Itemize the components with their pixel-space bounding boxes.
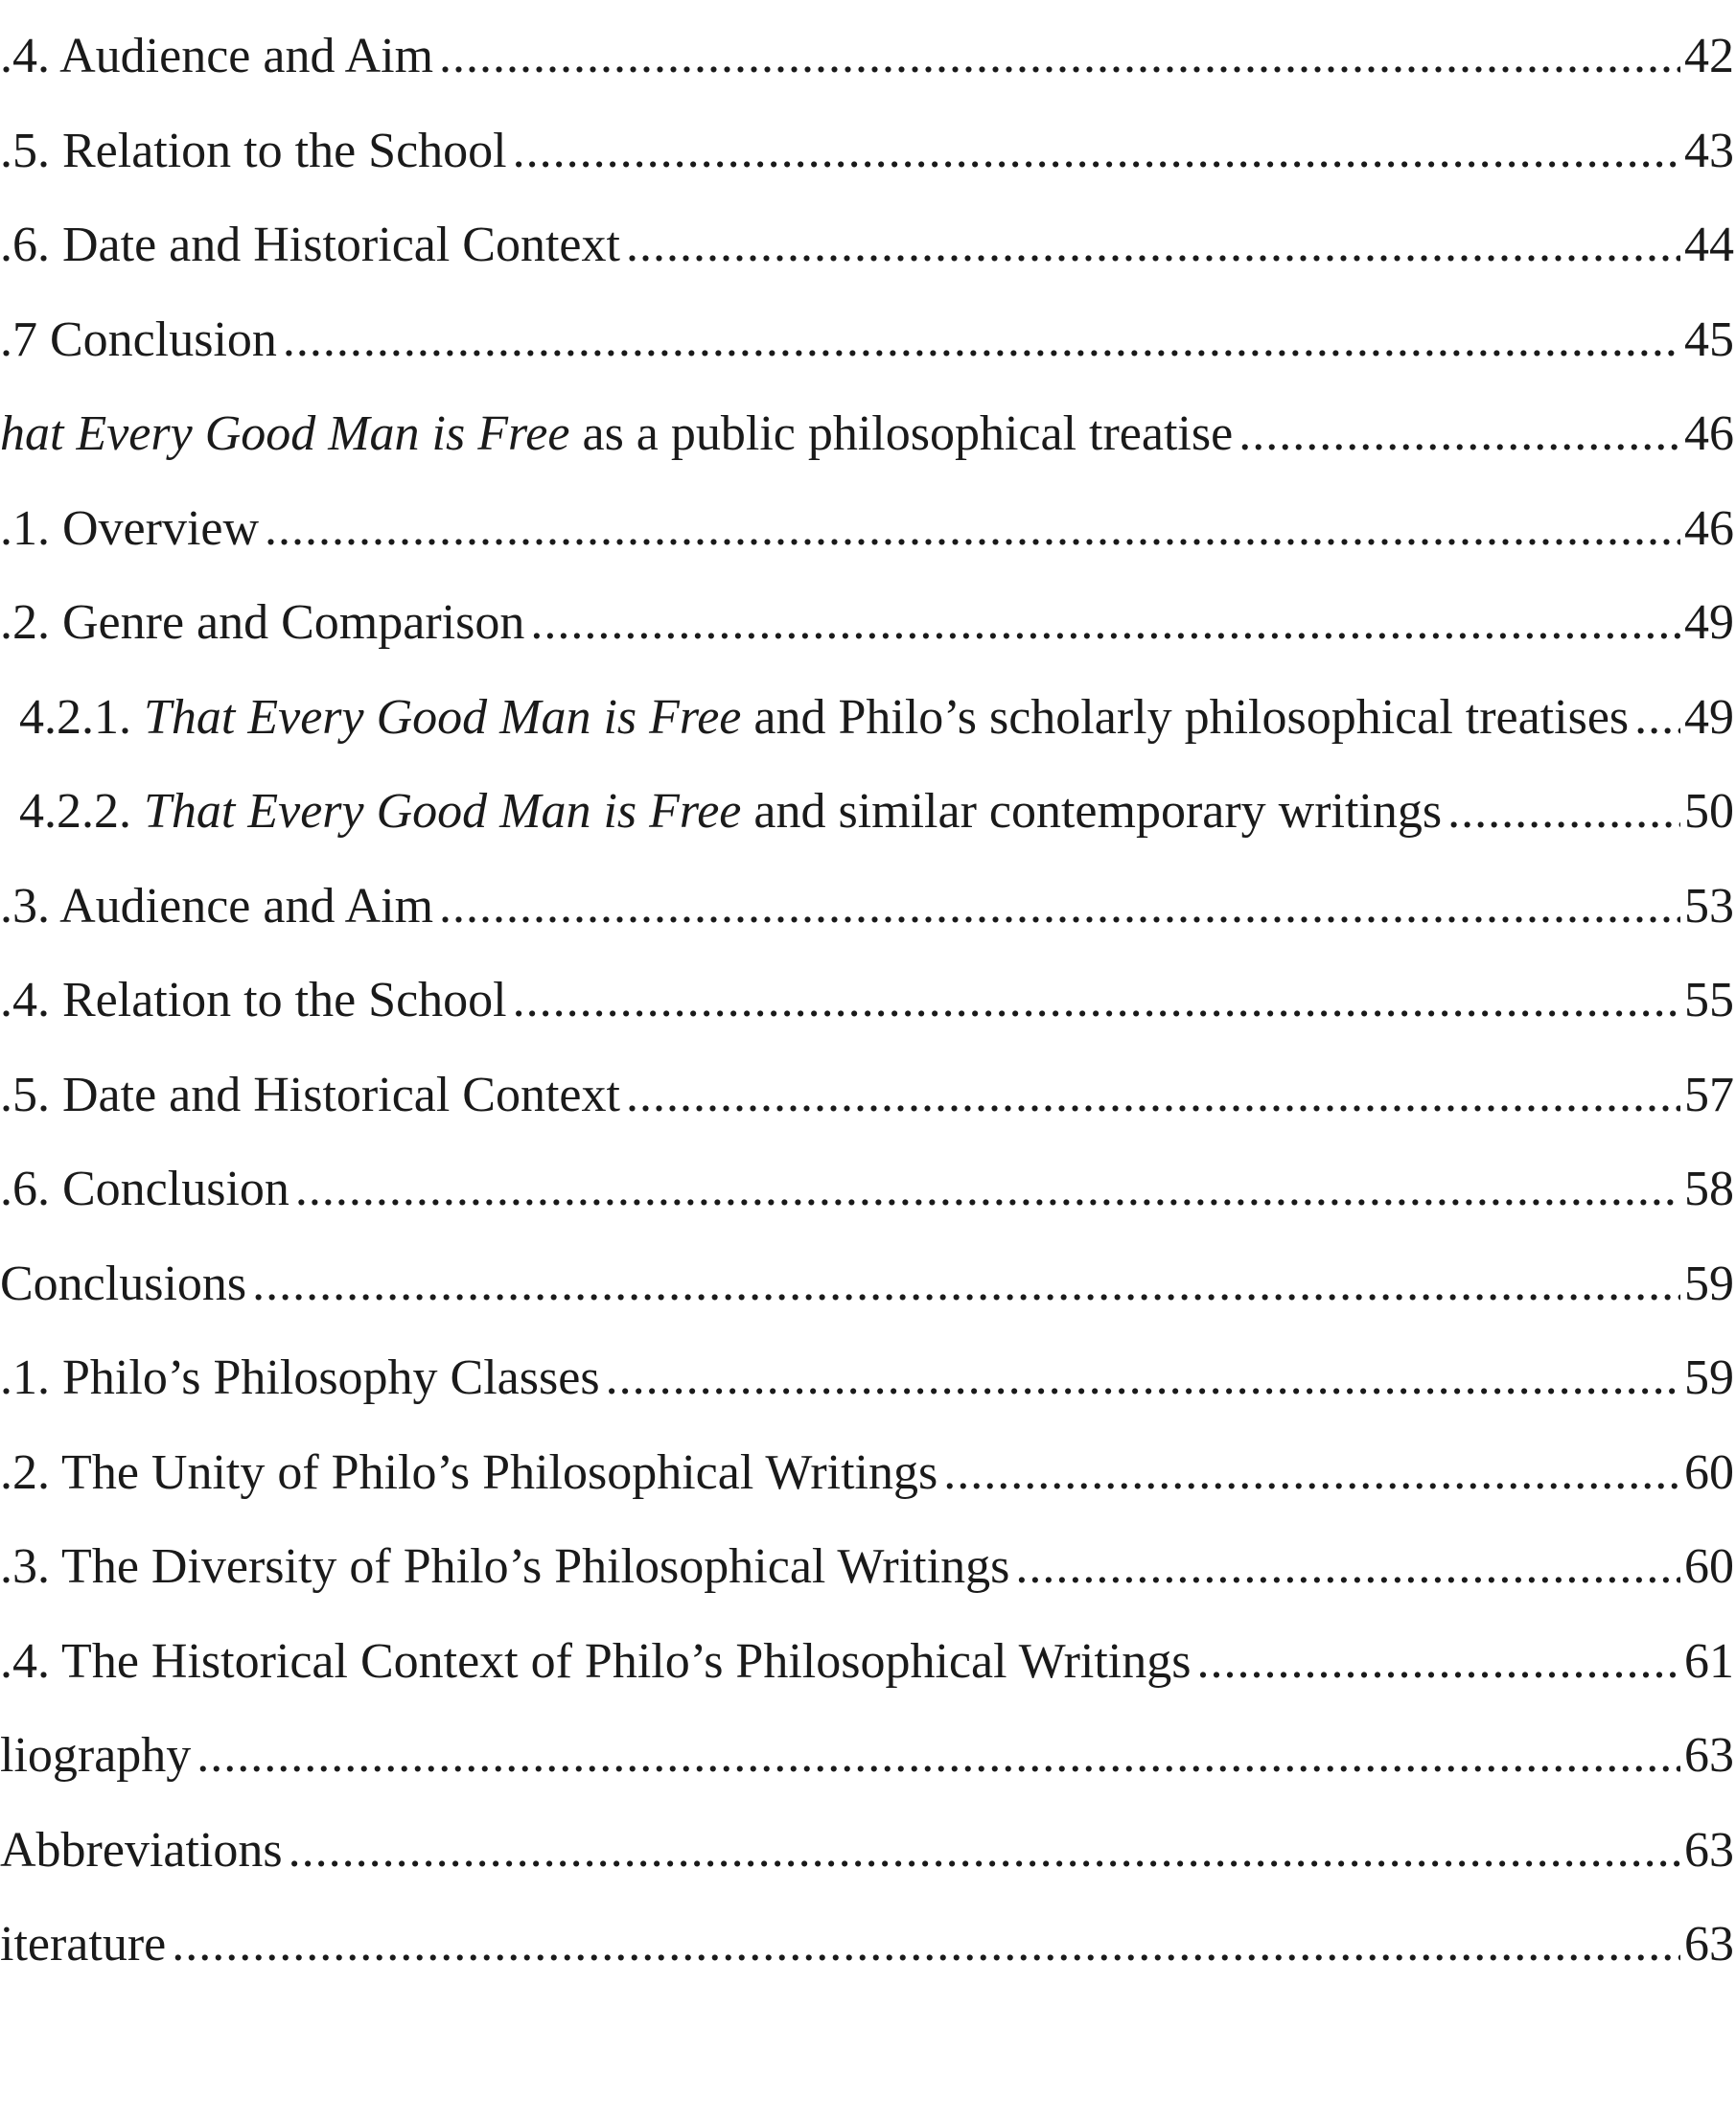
toc-entry-page-number: 46 [1684,500,1734,556]
dot-leader [295,1142,1680,1237]
toc-entry[interactable] [0,671,1736,766]
dot-leader [172,1898,1680,1993]
toc-entry[interactable] [0,1520,1736,1615]
toc-entry-title-text: 4.2.2. [19,784,144,839]
dot-leader [439,10,1680,104]
toc-entry-page-number: 50 [1684,784,1734,839]
toc-entry[interactable] [0,1615,1736,1710]
toc-entry-title [0,1804,283,1899]
toc-entry-title [0,860,433,955]
toc-entry-title-text: Abbreviations [0,1822,283,1878]
toc-entry-title [0,1049,620,1143]
dot-leader [1634,671,1680,766]
toc-entry-title-rest: and similar contemporary writings [741,784,1443,839]
toc-entry-title [19,765,1442,860]
toc-entry-title [0,482,259,577]
toc-entry[interactable] [0,1331,1736,1426]
toc-entry[interactable] [0,860,1736,955]
dot-leader [530,576,1680,671]
toc-entry[interactable] [0,1142,1736,1237]
toc-entry-page-number: 49 [1684,595,1734,650]
toc-entry-title [0,1898,166,1993]
toc-entry[interactable] [0,1898,1736,1993]
toc-entry-title [0,1615,1192,1710]
toc-entry-page-number: 57 [1684,1067,1734,1122]
toc-entry[interactable] [0,482,1736,577]
toc-entry-title [19,671,1629,766]
toc-entry-title-text: .4. The Historical Context of Philo’s Philosophical Writings [0,1633,1192,1689]
dot-leader [439,860,1680,955]
toc-entry-title-text: Conclusions [0,1256,247,1311]
dot-leader [943,1426,1680,1521]
toc-entry-title-text: .1. Overview [0,500,260,556]
table-of-contents [0,10,1736,1993]
toc-entry-title-text: .5. Date and Historical Context [0,1067,620,1122]
toc-entry-page-number: 55 [1684,973,1734,1027]
toc-entry-page-number: 58 [1684,1162,1734,1216]
toc-entry-page-number: 43 [1684,123,1734,178]
toc-entry-title-rest: and Philo’s scholarly philosophical treatises [741,689,1630,745]
dot-leader [1015,1520,1680,1615]
toc-entry-title-text: .4. Audience and Aim [0,29,434,83]
dot-leader [513,954,1680,1049]
toc-entry-title-text: liography [0,1728,192,1783]
toc-entry-title [0,954,507,1049]
toc-entry-title [0,1520,1009,1615]
toc-entry[interactable] [0,104,1736,199]
toc-entry-title-text: .1. Philo’s Philosophy Classes [0,1350,600,1405]
toc-entry-page-number: 59 [1684,1256,1734,1311]
dot-leader [1447,765,1680,860]
dot-leader [626,1049,1680,1143]
dot-leader [252,1237,1680,1332]
toc-entry-title-text: .3. The Diversity of Philo’s Philosophical Writings [0,1539,1010,1594]
toc-entry-page-number: 44 [1684,218,1734,272]
toc-entry-title-rest: as a public philosophical treatise [569,406,1234,461]
toc-entry-title-text: 4.2.1. [19,689,144,745]
toc-entry-title [0,293,277,388]
toc-entry-title-text: .3. Audience and Aim [0,878,434,934]
dot-leader [197,1709,1680,1804]
toc-entry-title-text: iterature [0,1917,167,1972]
toc-entry-title-text: .4. Relation to the School [0,973,507,1027]
toc-entry-page-number: 46 [1684,406,1734,461]
toc-entry[interactable] [0,1237,1736,1332]
dot-leader [606,1331,1680,1426]
toc-entry-page-number: 63 [1684,1917,1734,1972]
toc-entry-page-number: 60 [1684,1539,1734,1594]
toc-entry-title-italic: hat Every Good Man is Free [0,406,570,461]
toc-entry-page-number: 61 [1684,1633,1734,1689]
toc-entry-title-italic: That Every Good Man is Free [144,784,742,839]
toc-entry[interactable] [0,1426,1736,1521]
toc-entry-title [0,387,1233,482]
toc-entry-title-italic: That Every Good Man is Free [144,689,742,745]
toc-entry-title [0,10,433,104]
dot-leader [289,1804,1680,1899]
toc-entry-page-number: 53 [1684,878,1734,934]
toc-entry[interactable] [0,387,1736,482]
toc-entry-title [0,1142,289,1237]
toc-entry[interactable] [0,954,1736,1049]
toc-entry-page-number: 59 [1684,1350,1734,1405]
toc-entry-title [0,1331,600,1426]
toc-entry-page-number: 63 [1684,1822,1734,1878]
toc-entry-page-number: 60 [1684,1444,1734,1500]
toc-entry[interactable] [0,198,1736,293]
toc-entry-page-number: 49 [1684,689,1734,745]
toc-entry[interactable] [0,1804,1736,1899]
toc-entry[interactable] [0,765,1736,860]
toc-entry-title-text: .6. Date and Historical Context [0,218,620,272]
toc-entry-title-text: .5. Relation to the School [0,123,507,178]
toc-entry-page-number: 42 [1684,29,1734,83]
toc-entry[interactable] [0,1049,1736,1143]
toc-entry-title-text: .2. Genre and Comparison [0,595,525,650]
toc-entry-title [0,576,524,671]
dot-leader [513,104,1680,199]
toc-entry[interactable] [0,10,1736,104]
toc-entry-title [0,1426,937,1521]
toc-entry-title-text: .6. Conclusion [0,1162,289,1216]
toc-entry-title [0,198,620,293]
toc-entry-title [0,1709,191,1804]
toc-entry[interactable] [0,576,1736,671]
dot-leader [1197,1615,1681,1710]
toc-entry-title [0,1237,246,1332]
dot-leader [265,482,1680,577]
toc-entry-title [0,104,507,199]
toc-entry-title-text: .7 Conclusion [0,311,277,367]
toc-entry-page-number: 63 [1684,1728,1734,1783]
dot-leader [626,198,1680,293]
toc-entry-title-text: .2. The Unity of Philo’s Philosophical Writings [0,1444,938,1500]
toc-entry[interactable] [0,293,1736,388]
dot-leader [283,293,1680,388]
toc-entry-page-number: 45 [1684,311,1734,367]
dot-leader [1238,387,1680,482]
toc-entry[interactable] [0,1709,1736,1804]
